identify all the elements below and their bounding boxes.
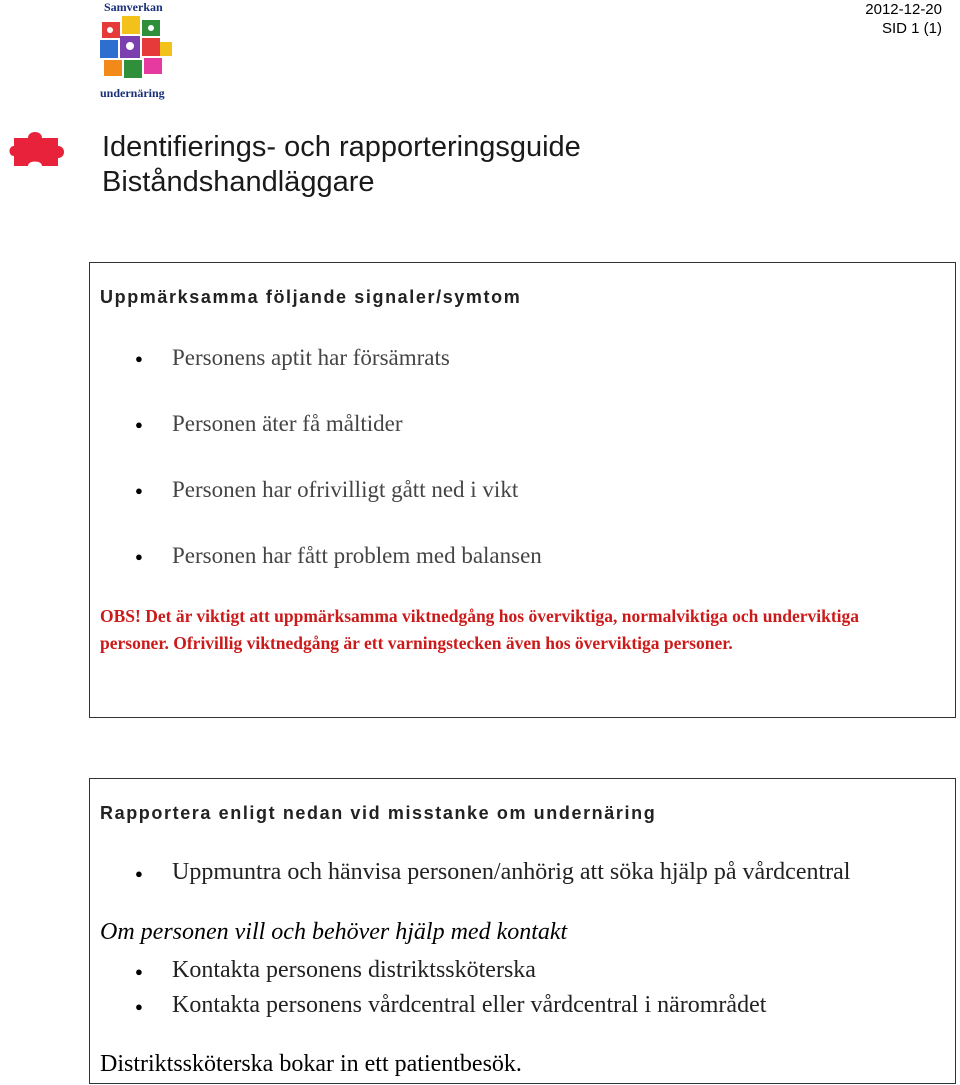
report-list bbox=[90, 857, 850, 887]
list-item: ● Kontakta personens vårdcentral eller vårdcentral i närområdet bbox=[90, 990, 766, 1025]
page-meta bbox=[865, 0, 942, 38]
page-number: SID 1 (1) bbox=[881, 20, 942, 37]
list-item: ● Personens aptit har försämrats bbox=[90, 343, 542, 409]
signals-box bbox=[89, 262, 956, 718]
samverkan-logo bbox=[96, 0, 176, 104]
signals-list bbox=[90, 343, 542, 607]
logo-bottom-text: undernäring bbox=[100, 86, 165, 100]
list-item: ● Personen äter få måltider bbox=[90, 409, 542, 475]
list-item: ● Kontakta personens distriktssköterska bbox=[90, 955, 766, 990]
contact-list bbox=[90, 955, 766, 1025]
report-box bbox=[89, 778, 956, 1084]
obs-warning: OBS! Det är viktigt att uppmärksamma viktnedgång hos överviktiga, normalviktiga och underviktiga personer. Ofrivillig viktnedgång är ett varningstecken även hos överviktiga personer. bbox=[100, 606, 860, 653]
page-title bbox=[102, 130, 581, 200]
closing-text: Distriktssköterska bokar in ett patientbesök. bbox=[100, 1051, 522, 1077]
puzzle-piece-icon bbox=[8, 128, 72, 170]
list-item: ● Personen har ofrivilligt gått ned i vikt bbox=[90, 475, 542, 541]
list-item: ● Uppmuntra och hänvisa personen/anhörig att söka hjälp på vårdcentral bbox=[90, 857, 850, 887]
title-line-2: Biståndshandläggare bbox=[102, 166, 375, 198]
report-heading: Rapportera enligt nedan vid misstanke om undernäring bbox=[100, 803, 657, 823]
puzzle-logo-icon bbox=[96, 12, 176, 88]
title-line-1: Identifierings- och rapporteringsguide bbox=[102, 131, 581, 163]
date: 2012-12-20 bbox=[865, 1, 942, 18]
list-item: ● Personen har fått problem med balansen bbox=[90, 541, 542, 607]
logo-top-text: Samverkan bbox=[104, 0, 163, 14]
contact-intro: Om personen vill och behöver hjälp med kontakt bbox=[100, 919, 568, 945]
signals-heading: Uppmärksamma följande signaler/symtom bbox=[100, 287, 522, 307]
